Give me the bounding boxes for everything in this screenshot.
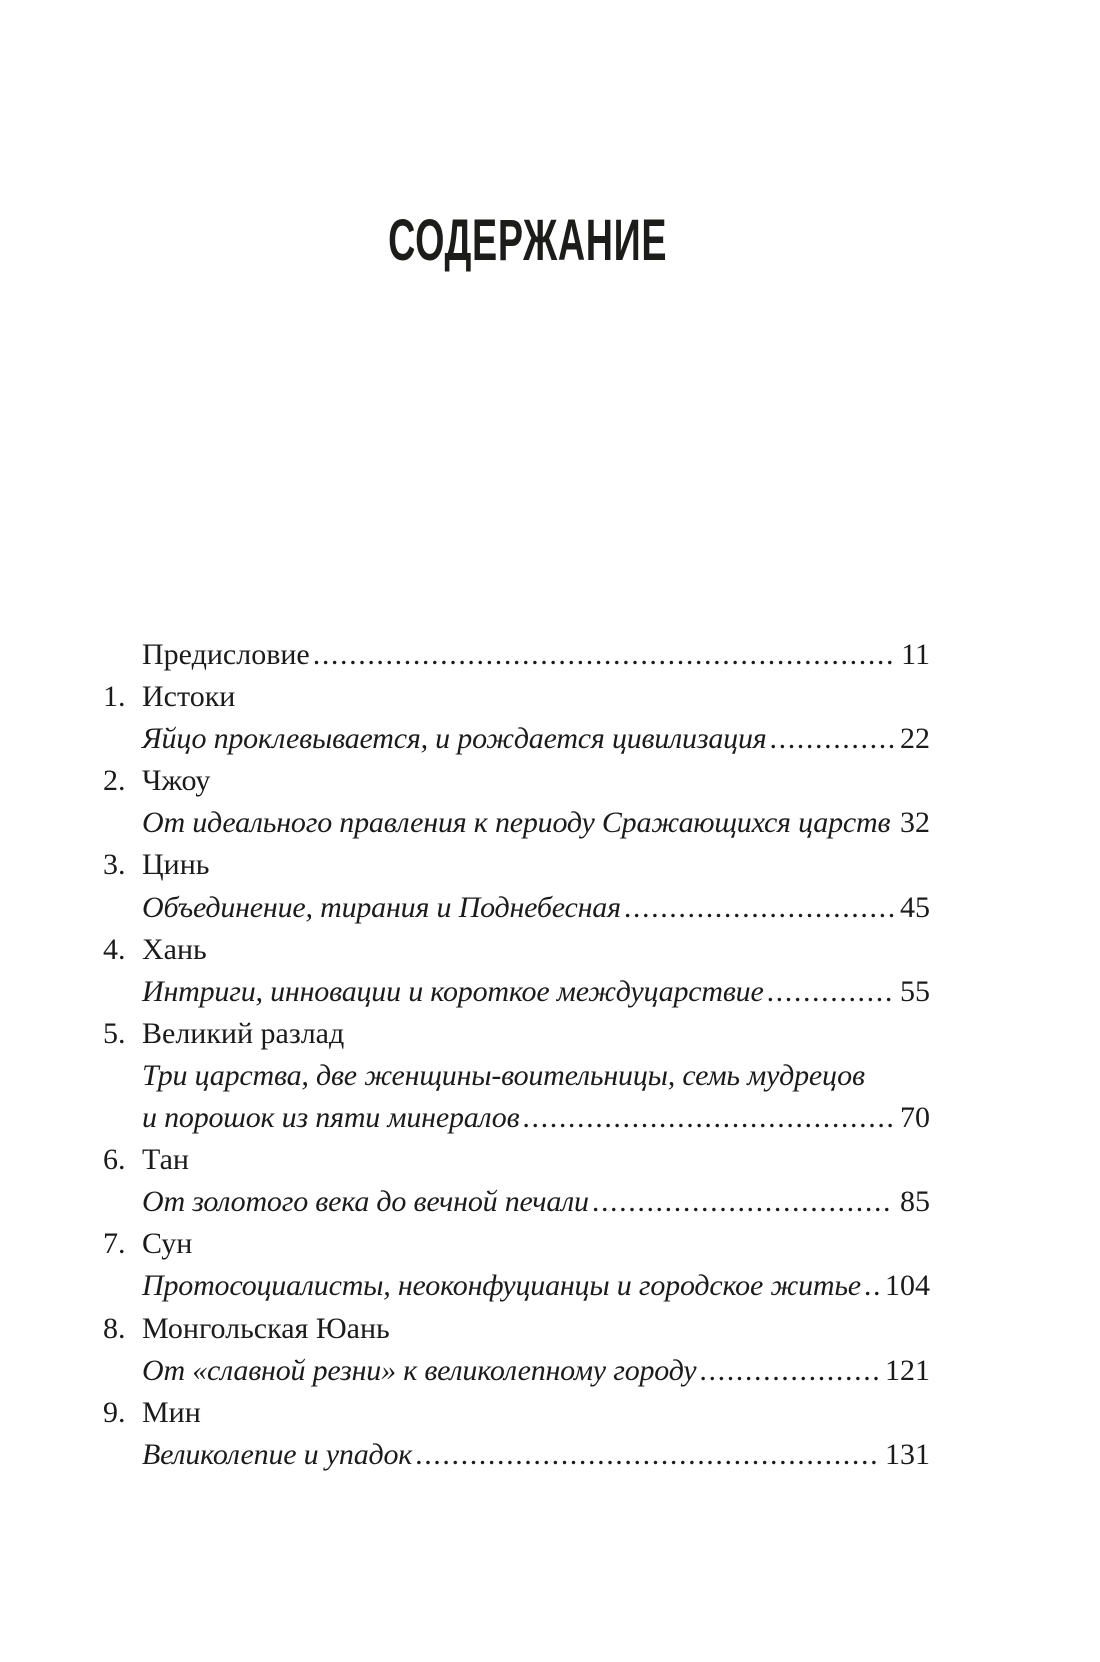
chapter-title: Великий разлад (142, 1016, 345, 1050)
toc-entry (103, 1223, 930, 1265)
toc-entry (103, 634, 930, 676)
chapter-subtitle: От «славной резни» к великолепному городу (142, 1353, 697, 1387)
toc-entry (103, 1139, 930, 1181)
chapter-number: 1. (103, 680, 126, 714)
page-number: 104 (885, 1269, 930, 1303)
dot-leader (864, 1265, 879, 1307)
chapter-number: 5. (103, 1016, 126, 1050)
chapter-subtitle: Интриги, инновации и короткое междуцарствие (142, 974, 764, 1008)
toc-entry-subtitle (103, 1265, 930, 1307)
chapter-number: 2. (103, 764, 126, 798)
page-title (0, 208, 1100, 273)
page-number: 11 (901, 638, 930, 671)
toc-entry (103, 844, 930, 886)
toc-entry (103, 1013, 930, 1055)
toc-entry (103, 1392, 930, 1434)
chapter-number: 7. (103, 1227, 126, 1261)
chapter-title: Истоки (142, 680, 236, 714)
chapter-subtitle: и порошок из пяти минералов (142, 1101, 520, 1135)
toc-entry-subtitle (103, 1434, 930, 1476)
chapter-number: 4. (103, 932, 126, 966)
chapter-number: 8. (103, 1311, 126, 1345)
chapter-title: Тан (142, 1143, 189, 1177)
chapter-number: 9. (103, 1395, 126, 1429)
dot-leader (767, 971, 894, 1013)
chapter-title: Предисловие (142, 638, 310, 671)
chapter-title: Хань (142, 932, 207, 966)
page-number: 85 (900, 1185, 930, 1219)
chapter-title: Чжоу (142, 764, 211, 798)
toc-entry-subtitle (103, 718, 930, 760)
chapter-title: Сун (142, 1227, 193, 1261)
page-number: 45 (900, 890, 930, 924)
chapter-subtitle: Великолепие и упадок (142, 1437, 413, 1471)
chapter-subtitle: Протосоциалисты, неоконфуцианцы и городское житье (142, 1269, 861, 1303)
page-number: 22 (900, 722, 930, 756)
page-number: 55 (900, 974, 930, 1008)
toc-entry-subtitle (103, 1055, 930, 1097)
table-of-contents (103, 634, 930, 1476)
toc-entry-subtitle (103, 1350, 930, 1392)
toc-entry-subtitle (103, 802, 930, 844)
toc-entry-subtitle (103, 971, 930, 1013)
toc-entry (103, 760, 930, 802)
chapter-subtitle: От идеального правления к периоду Сражающихся царств (142, 806, 891, 840)
dot-leader (624, 887, 894, 929)
chapter-title: Монгольская Юань (142, 1311, 390, 1345)
toc-entry-subtitle (103, 1097, 930, 1139)
dot-leader (592, 1181, 894, 1223)
dot-leader (770, 718, 895, 760)
chapter-title: Мин (142, 1395, 201, 1429)
toc-entry (103, 676, 930, 718)
toc-entry-subtitle (103, 1181, 930, 1223)
chapter-subtitle: От золотого века до вечной печали (142, 1185, 589, 1219)
chapter-subtitle: Яйцо проклевывается, и рождается цивилизация (142, 722, 767, 756)
page-number: 121 (885, 1353, 930, 1387)
toc-entry-subtitle (103, 887, 930, 929)
page-title-text: СОДЕРЖАНИЕ (388, 208, 668, 273)
dot-leader (415, 1434, 879, 1476)
toc-entry (103, 929, 930, 971)
dot-leader (522, 1097, 894, 1139)
page-number: 70 (900, 1101, 930, 1135)
chapter-title: Цинь (142, 848, 210, 882)
chapter-subtitle: Объединение, тирания и Поднебесная (142, 890, 621, 924)
chapter-number: 3. (103, 848, 126, 882)
chapter-number: 6. (103, 1143, 126, 1177)
chapter-subtitle: Три царства, две женщины-воительницы, семь мудрецов (142, 1058, 865, 1092)
dot-leader (699, 1350, 879, 1392)
dot-leader (313, 634, 895, 676)
page-number: 131 (885, 1437, 930, 1471)
page-number: 32 (900, 806, 930, 840)
toc-entry (103, 1308, 930, 1350)
